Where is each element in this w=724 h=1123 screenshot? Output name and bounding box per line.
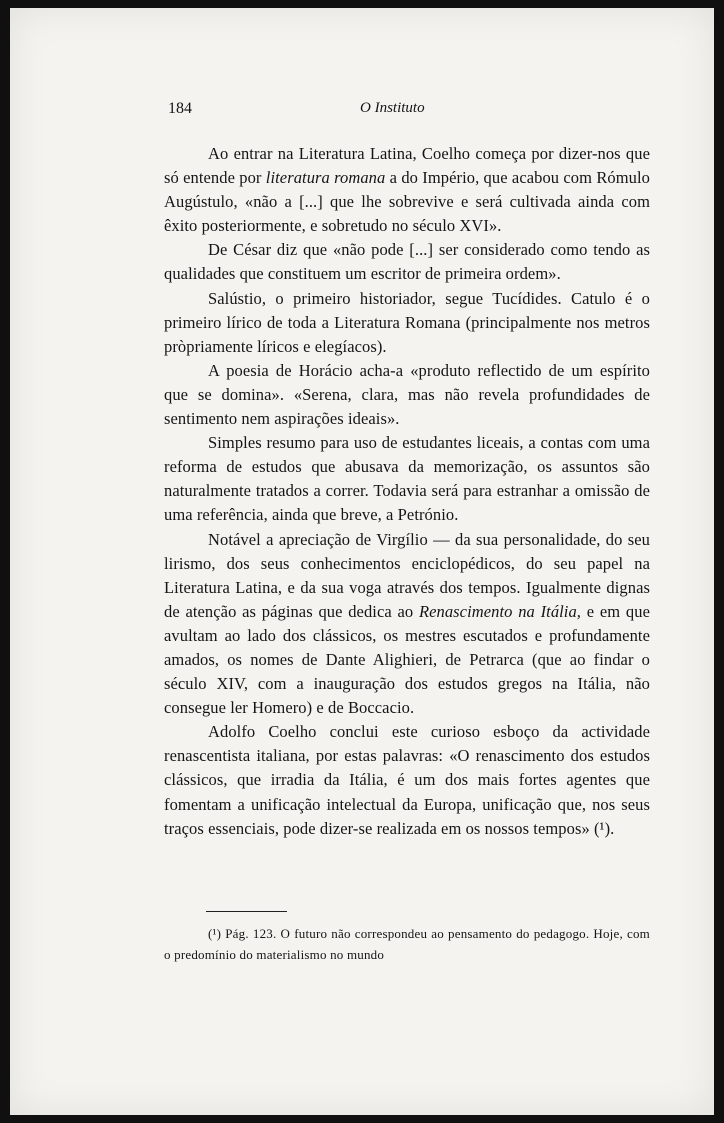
book-page xyxy=(10,8,714,1115)
paragraph-3 xyxy=(164,287,650,359)
paragraph-5 xyxy=(164,431,650,527)
paragraph-3-text: Salústio, o primeiro historiador, segue Tucídides. Catulo é o primeiro lírico de toda a Literatura Romana (principalmente nos metros pròpriamente líricos e elegíacos). xyxy=(164,288,650,356)
paragraph-6-italic: Renascimento na Itália, xyxy=(418,601,582,621)
page-number: 184 xyxy=(168,100,192,117)
paragraph-4-text: A poesia de Horácio acha-a «produto reflectido de um espírito que se domina». «Serena, clara, mas não revela profundidades de sentimento nem aspirações ideais». xyxy=(164,360,650,429)
footnote-rule xyxy=(206,911,287,912)
running-title: O Instituto xyxy=(360,100,425,116)
paragraph-1 xyxy=(164,142,650,238)
main-text xyxy=(164,142,650,841)
paragraph-6 xyxy=(164,528,650,721)
paragraph-5-text: Simples resumo para uso de estudantes liceais, a contas com uma reforma de estudos que abusava da memorização, os assuntos são naturalmente tratados a correr. Todavia será para estranhar a omissão de uma referência, ainda que breve, a Petrónio. xyxy=(164,433,650,525)
paragraph-4 xyxy=(164,359,650,431)
paragraph-6-text-a: Notável a apreciação de Virgílio — da sua personalidade, do seu lirismo, dos seus conhecimentos enciclopédicos, do seu papel na Literatura Latina, e da sua voga através dos tempos. Igualmente dignas de atenção as páginas que dedica ao xyxy=(164,529,650,621)
paragraph-2 xyxy=(164,238,650,286)
paragraph-7-text: Adolfo Coelho conclui este curioso esboço da actividade renascentista italiana, por estas palavras: «O renascimento dos estudos clássicos, que irradia da Itália, é um dos mais fortes agentes que fomentam a unificação intelectual da Europa, unificação que, nos seus traços essenciais, pode dizer-se realizada em os nossos tempos» (¹). xyxy=(164,722,650,838)
footnotes xyxy=(164,923,650,965)
paragraph-6-text-b: e em que avultam ao lado dos clássicos, os mestres escutados e profundamente amados, os nomes de Dante Alighieri, de Petrarca (que ao findar o século XIV, com a inauguração dos estudos gregos na Itália, não consegue ler Homero) e de Boccacio. xyxy=(164,601,650,718)
paragraph-7 xyxy=(164,720,650,840)
paragraph-2-text: De César diz que «não pode [...] ser considerado como tendo as qualidades que constituem um escritor de primeira ordem». xyxy=(164,240,650,284)
paragraph-1-text-a: Ao entrar na Literatura Latina, Coelho começa por dizer-nos que só entende por xyxy=(164,144,650,188)
paragraph-1-text-b: a do Império, que acabou com Rómulo Augústulo, «não a [...] que lhe sobrevive e será cultivada ainda com êxito posteriormente, e sobretudo no século XVI». xyxy=(164,168,650,236)
footnote-1: (¹) Pág. 123. O futuro não correspondeu ao pensamento do pedagogo. Hoje, com o predomínio do materialismo no mundo xyxy=(164,926,650,962)
paragraph-1-italic: literatura romana xyxy=(265,168,386,188)
running-head xyxy=(10,100,714,122)
